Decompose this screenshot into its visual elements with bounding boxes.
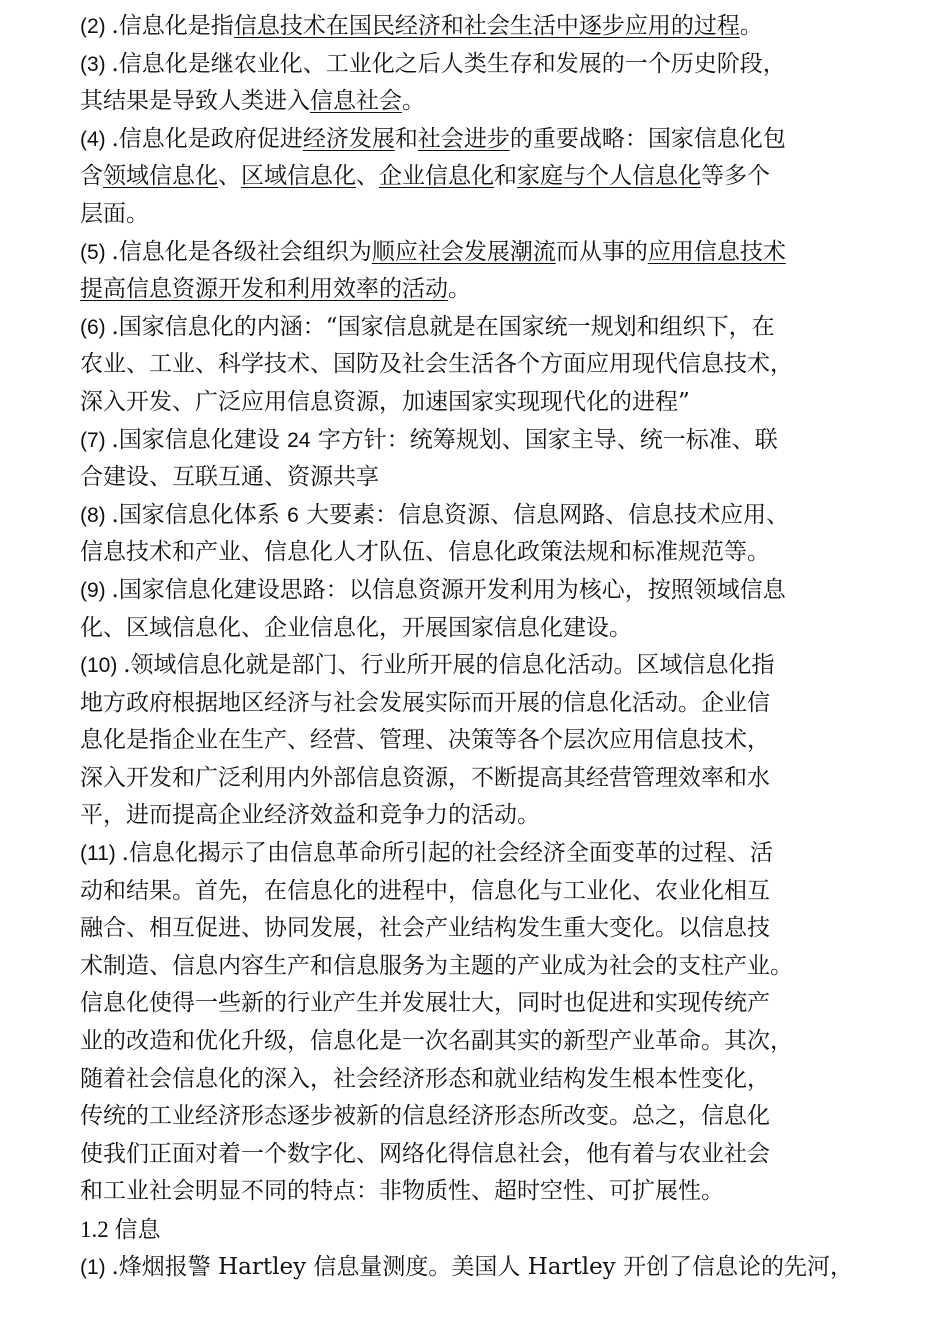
text-run: .信息化是指: [111, 13, 234, 39]
item-number: (2): [80, 15, 112, 38]
paragraph-line: [80, 158, 890, 196]
underlined-term: 社会进步: [417, 125, 510, 152]
text-run: 农业、工业、科学技术、国防及社会生活各个方面应用现代信息技术，: [80, 351, 793, 378]
underlined-term: 区域信息化: [241, 163, 356, 190]
text-run: 传统的工业经济形态逐步被新的信息经济形态所改变。总之，信息化: [80, 1103, 770, 1130]
text-run: 使我们正面对着一个数字化、网络化得信息社会，他有着与农业社会: [80, 1140, 770, 1167]
text-run: 和: [494, 163, 517, 190]
text-run: 业的改造和优化升级，信息化是一次名副其实的新型产业革命。其次，: [80, 1028, 793, 1055]
paragraph-line: [80, 760, 890, 798]
paragraph-line: [80, 835, 890, 873]
paragraph-line: [80, 647, 890, 685]
paragraph-line: [80, 384, 890, 422]
text-run: .信息化是政府促进: [111, 125, 303, 152]
text-run: .烽烟报警 Hartley 信息量测度。美国人 Hartley 开创了信息论的先河，: [111, 1253, 853, 1280]
paragraph-line: [80, 572, 890, 610]
text-run: 的重要战略：国家信息化包: [509, 125, 786, 152]
text-run: 1.2 信息: [80, 1217, 161, 1242]
text-run: .信息化是各级社会组织为: [111, 238, 372, 265]
text-run: 平，进而提高企业经济效益和竞争力的活动。: [80, 802, 540, 829]
text-run: 深入开发、广泛应用信息资源，加速国家实现现代化的进程”: [80, 388, 690, 415]
text-run: 随着社会信息化的深入，社会经济形态和就业结构发生根本性变化，: [80, 1065, 770, 1092]
paragraph-line: [80, 873, 890, 911]
paragraph-line: [80, 196, 890, 234]
paragraph-line: [80, 685, 890, 723]
item-number: (6): [80, 315, 112, 339]
text-run: 合建设、互联互通、资源共享: [80, 464, 379, 491]
item-number: (5): [80, 240, 112, 264]
text-run: 地方政府根据地区经济与社会发展实际而开展的信息化活动。企业信: [80, 689, 770, 716]
underlined-term: 经济发展: [302, 125, 395, 152]
text-run: 等多个: [701, 163, 770, 190]
text-run: 。: [402, 88, 425, 115]
paragraph-line: [80, 610, 890, 648]
text-run: 和工业社会明显不同的特点：非物质性、超时空性、可扩展性。: [80, 1178, 724, 1205]
text-run: 而从事的: [555, 238, 648, 265]
paragraph-line: [80, 346, 890, 384]
text-run: .国家信息化建设思路：以信息资源开发利用为核心，按照领域信息: [111, 576, 786, 603]
paragraph-line: [80, 1061, 890, 1099]
text-run: 融合、相互促进、协同发展，社会产业结构发生重大变化。以信息技: [80, 915, 770, 942]
text-run: .信息化揭示了由信息革命所引起的社会经济全面变革的过程、活: [121, 840, 773, 867]
text-run: 大要素：信息资源、信息网路、信息技术应用、: [298, 501, 790, 528]
section-heading: [80, 1211, 890, 1249]
paragraph-line: [80, 46, 890, 84]
item-number: (1): [80, 1255, 112, 1279]
paragraph-line: [80, 1173, 890, 1211]
text-run: 含: [80, 163, 103, 190]
text-run: 动和结果。首先，在信息化的进程中，信息化与工业化、农业化相互: [80, 877, 770, 904]
text-run: .领域信息化就是部门、行业所开展的信息化活动。区域信息化指: [123, 652, 775, 679]
text-run: 层面。: [80, 200, 149, 227]
text-run: .国家信息化建设: [111, 426, 288, 453]
paragraph-line: [80, 797, 890, 835]
paragraph-line: [80, 83, 890, 121]
underlined-term: 领域信息化: [103, 163, 218, 190]
paragraph-line: [80, 497, 890, 535]
paragraph-line: [80, 459, 890, 497]
paragraph-line: [80, 234, 890, 272]
item-number: (8): [80, 503, 112, 527]
text-run: 息化是指企业在生产、经营、管理、决策等各个层次应用信息技术，: [80, 727, 770, 754]
item-number: (4): [80, 127, 112, 151]
paragraph-line: [80, 948, 890, 986]
underlined-term: 应用信息技术: [647, 238, 786, 265]
underlined-term: 信息社会: [310, 88, 402, 115]
paragraph-line: [80, 1136, 890, 1174]
underlined-term: 家庭与个人信息化: [517, 163, 701, 190]
text-run: 深入开发和广泛利用内外部信息资源，不断提高其经营管理效率和水: [80, 764, 770, 791]
text-run: .国家信息化体系: [111, 501, 288, 528]
text-run: 信息化使得一些新的行业产生并发展壮大，同时也促进和实现传统产: [80, 990, 770, 1017]
text-run: 和: [394, 125, 418, 152]
paragraph-line: [80, 309, 890, 347]
text-run: .信息化是继农业化、工业化之后人类生存和发展的一个历史阶段，: [111, 50, 786, 77]
text-run: .国家信息化的内涵：“国家信息就是在国家统一规划和组织下，在: [111, 313, 775, 340]
paragraph-line: [80, 121, 890, 159]
paragraph-line: [80, 8, 890, 46]
underlined-term: 企业信息化: [379, 163, 494, 190]
text-run: 、: [356, 163, 379, 190]
item-number: (7): [80, 428, 112, 452]
item-number: (11): [80, 842, 122, 866]
paragraph-line: [80, 534, 890, 572]
paragraph-line: [80, 1023, 890, 1061]
item-number: (10): [80, 654, 124, 678]
paragraph-line: [80, 1249, 890, 1287]
paragraph-line: [80, 422, 890, 460]
text-run: 术制造、信息内容生产和信息服务为主题的产业成为社会的支柱产业。: [80, 952, 793, 979]
paragraph-line: [80, 985, 890, 1023]
text-run: 字方针：统筹规划、国家主导、统一标准、联: [310, 426, 778, 453]
paragraph-line: [80, 1098, 890, 1136]
item-number: (9): [80, 578, 112, 602]
underlined-term: 提高信息资源开发和利用效率的活动: [80, 276, 448, 303]
paragraph-line: [80, 910, 890, 948]
text-run: 化、区域信息化、企业信息化，开展国家信息化建设。: [80, 614, 632, 641]
item-number: (3): [80, 52, 112, 76]
paragraph-line: [80, 722, 890, 760]
text-run: 其结果是导致人类进入: [80, 88, 310, 115]
text-run: 、: [218, 163, 241, 190]
underlined-term: 信息技术在国民经济和社会生活中逐步应用的过程: [233, 13, 740, 39]
text-run: 。: [448, 276, 471, 303]
text-run: 。: [739, 13, 763, 39]
paragraph-line: [80, 271, 890, 309]
item-number: 24: [287, 428, 311, 452]
text-run: 信息技术和产业、信息化人才队伍、信息化政策法规和标准规范等。: [80, 539, 770, 566]
item-number: 6: [287, 503, 299, 527]
underlined-term: 顺应社会发展潮流: [371, 238, 556, 265]
